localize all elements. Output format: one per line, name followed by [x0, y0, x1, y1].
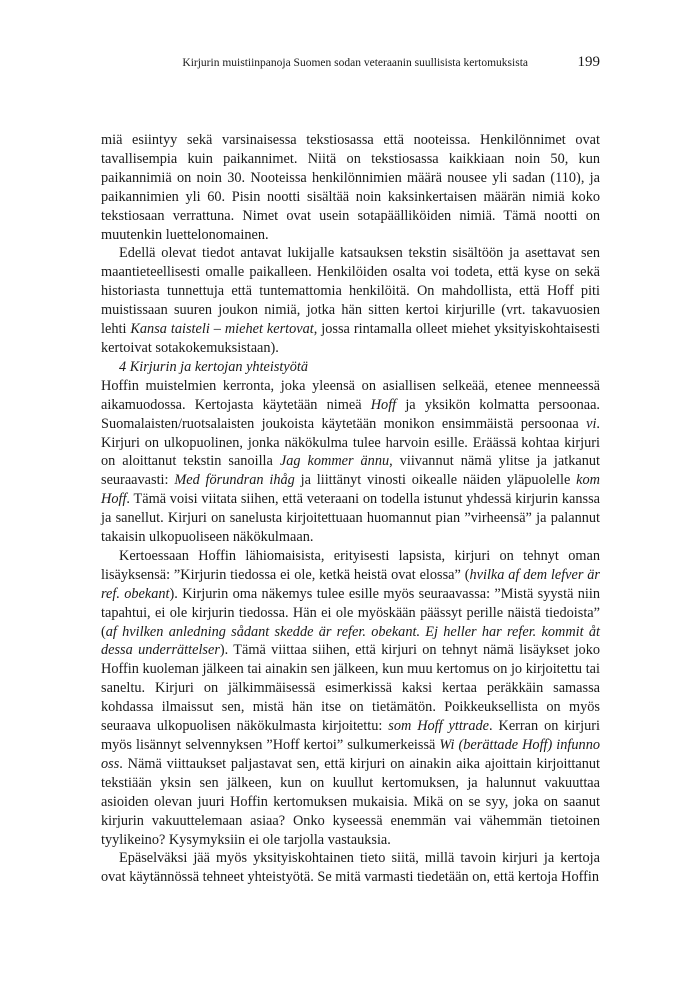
text-run: , jossa rintamalla olleet miehet yksityiskohtaisesti kertoivat sotakokemuksistaan).: [101, 321, 600, 356]
text-run: miä esiintyy sekä varsinaisessa tekstiosassa että nooteissa. Henkilönnimet ovat tavallisempia kuin paikannimet. Niitä on tekstiosassa kaikkiaan noin 50, kun paikannimiä on noin 30. Nooteissa henkilönnimien määrä nousee yli sadan (110), ja paikannimien yli 60. Pisin nootti sisältää noin kaksinkertaisen määrän nimiä koko tekstiosaan verrattuna. Nimet ovat usein sotapäälliköiden nimiä. Tämä nootti on muutenkin luettelonomainen.: [101, 132, 600, 243]
paragraph-1: [101, 131, 600, 244]
paragraph-5: [101, 849, 600, 887]
page-number: 199: [577, 54, 600, 70]
paragraph-3: [101, 377, 600, 547]
text-run: ). Tämä viittaa siihen, että kirjuri on tehnyt nämä lisäykset joko Hoffin kuoleman jälkeen tai ainakin sen jälkeen, kun muu kertomus on jo kirjoitettu tai saneltu. Kirjuri on jälkimmäisessä esimerkissä kaksi kertaa peräkkäin samassa kohdassa ilmaissut sen, mistä hän itse on tietämätön. Poikkeuksellista on myös seuraava ulkopuolisen näkökulmasta kirjoitettu:: [101, 642, 600, 735]
text-run: ja liittänyt vinosti oikealle näiden yläpuolelle: [294, 472, 577, 489]
paragraph-4: [101, 547, 600, 850]
text-run: Kertoessaan Hoffin lähiomaisista, erityisesti lapsista, kirjuri on tehnyt oman lisäyksensä: ”Kirjurin tiedossa ei ole, ketkä heistä ovat elossa” (: [101, 547, 600, 583]
running-title: Kirjurin muistiinpanoja Suomen sodan veteraanin suullisista kertomuksista: [182, 57, 528, 69]
italic-quote: Wi (berättade Hoff) infunno oss: [101, 737, 600, 772]
text-run: ja yksikön kolmatta persoonaa. Suomalaisten/ruotsalaisten joukoista käytetään monikon ensimmäistä persoonaa: [101, 396, 601, 432]
text-run: . Kirjuri on ulkopuolinen, jonka näkökulma tulee harvoin esille. Eräässä kohtaa kirjuri on aloittanut tekstin sanoilla: [101, 415, 600, 470]
italic-term: Hoff: [370, 396, 397, 413]
text-run: , viivannut nämä ylitse ja jatkanut seuraavasti:: [101, 453, 600, 489]
body-text: [101, 131, 600, 887]
text-run: . Kerran on kirjuri myös lisännyt selvennyksen ”Hoff kertoi” sulkumerkeissä: [101, 718, 601, 753]
italic-term: vi: [586, 415, 597, 432]
italic-quote: hvilka af dem lefver är ref. obekant: [101, 566, 600, 602]
italic-quote: af hvilken anledning sådant skedde är refer. obekant. Ej heller har refer. kommit åt dessa underrättelser: [101, 623, 600, 659]
text-run: Epäselväksi jää myös yksityiskohtainen tieto siitä, millä tavoin kirjuri ja kertoja ovat käytännössä tehneet yhteistyötä. Se mitä varmasti tiedetään on, että kertoja Hoffin: [101, 850, 600, 886]
text-run: . Tämä voisi viitata siihen, että veteraani on todella istunut yhdessä kirjurin kanssa ja sanellut. Kirjuri on sanelusta kirjoitettuaan huomannut pian ”virheensä” ja palannut takaisin ulkopuoliseen näkökulmaan.: [101, 491, 600, 546]
italic-quote: kom Hoff: [101, 472, 600, 508]
text-run: Edellä olevat tiedot antavat lukijalle katsauksen tekstin sisältöön ja asettavat sen maantieteellisesti omalle paikalleen. Henkilöiden osalta voi todeta, että kyse on sekä historiasta tunnettuja että tuntemattomia henkilöitä. On mahdollista, että Hoff piti muistissaan suuren joukon nimiä, jotka hän sitten kertoi kirjurille (vrt. takavuosien lehti: [101, 245, 600, 338]
italic-quote: Med förundran ihåg: [174, 472, 295, 489]
section-heading: 4 Kirjurin ja kertojan yhteistyötä: [119, 358, 309, 375]
italic-title: Kansa taisteli – miehet kertovat: [130, 321, 314, 338]
text-run: Hoffin muistelmien kerronta, joka yleensä on asiallisen selkeää, etenee menneessä aikamuodossa. Kertojasta käytetään nimeä: [101, 377, 600, 413]
text-run: ). Kirjurin oma näkemys tulee esille myös seuraavassa: ”Mistä syystä niin tapahtui, ei ole kirjurin tiedossa. Hän ei ole myöskään päässyt perille näistä tiedoista” (: [101, 585, 600, 640]
text-run: . Nämä viittaukset paljastavat sen, että kirjuri on ainakin aika ajoittain kirjoittanut tekstiään yksin sen jälkeen, kun on kuullut kertomuksen, ja halunnut vakuuttaa asioiden olevan juuri Hoffin kertomuksen mukaisia. Mikä on se syy, joka on saanut kirjurin vakuuttelemaan asiaa? Onko kyseessä enemmän vai vähemmän tietoinen tyylikeino? Kysymyksiin ei ole tarjolla vastauksia.: [101, 755, 600, 848]
paragraph-2: [101, 244, 600, 357]
running-head: [100, 54, 600, 76]
italic-quote: Jag kommer ännu: [279, 453, 390, 470]
italic-quote: som Hoff yttrade: [388, 718, 490, 735]
